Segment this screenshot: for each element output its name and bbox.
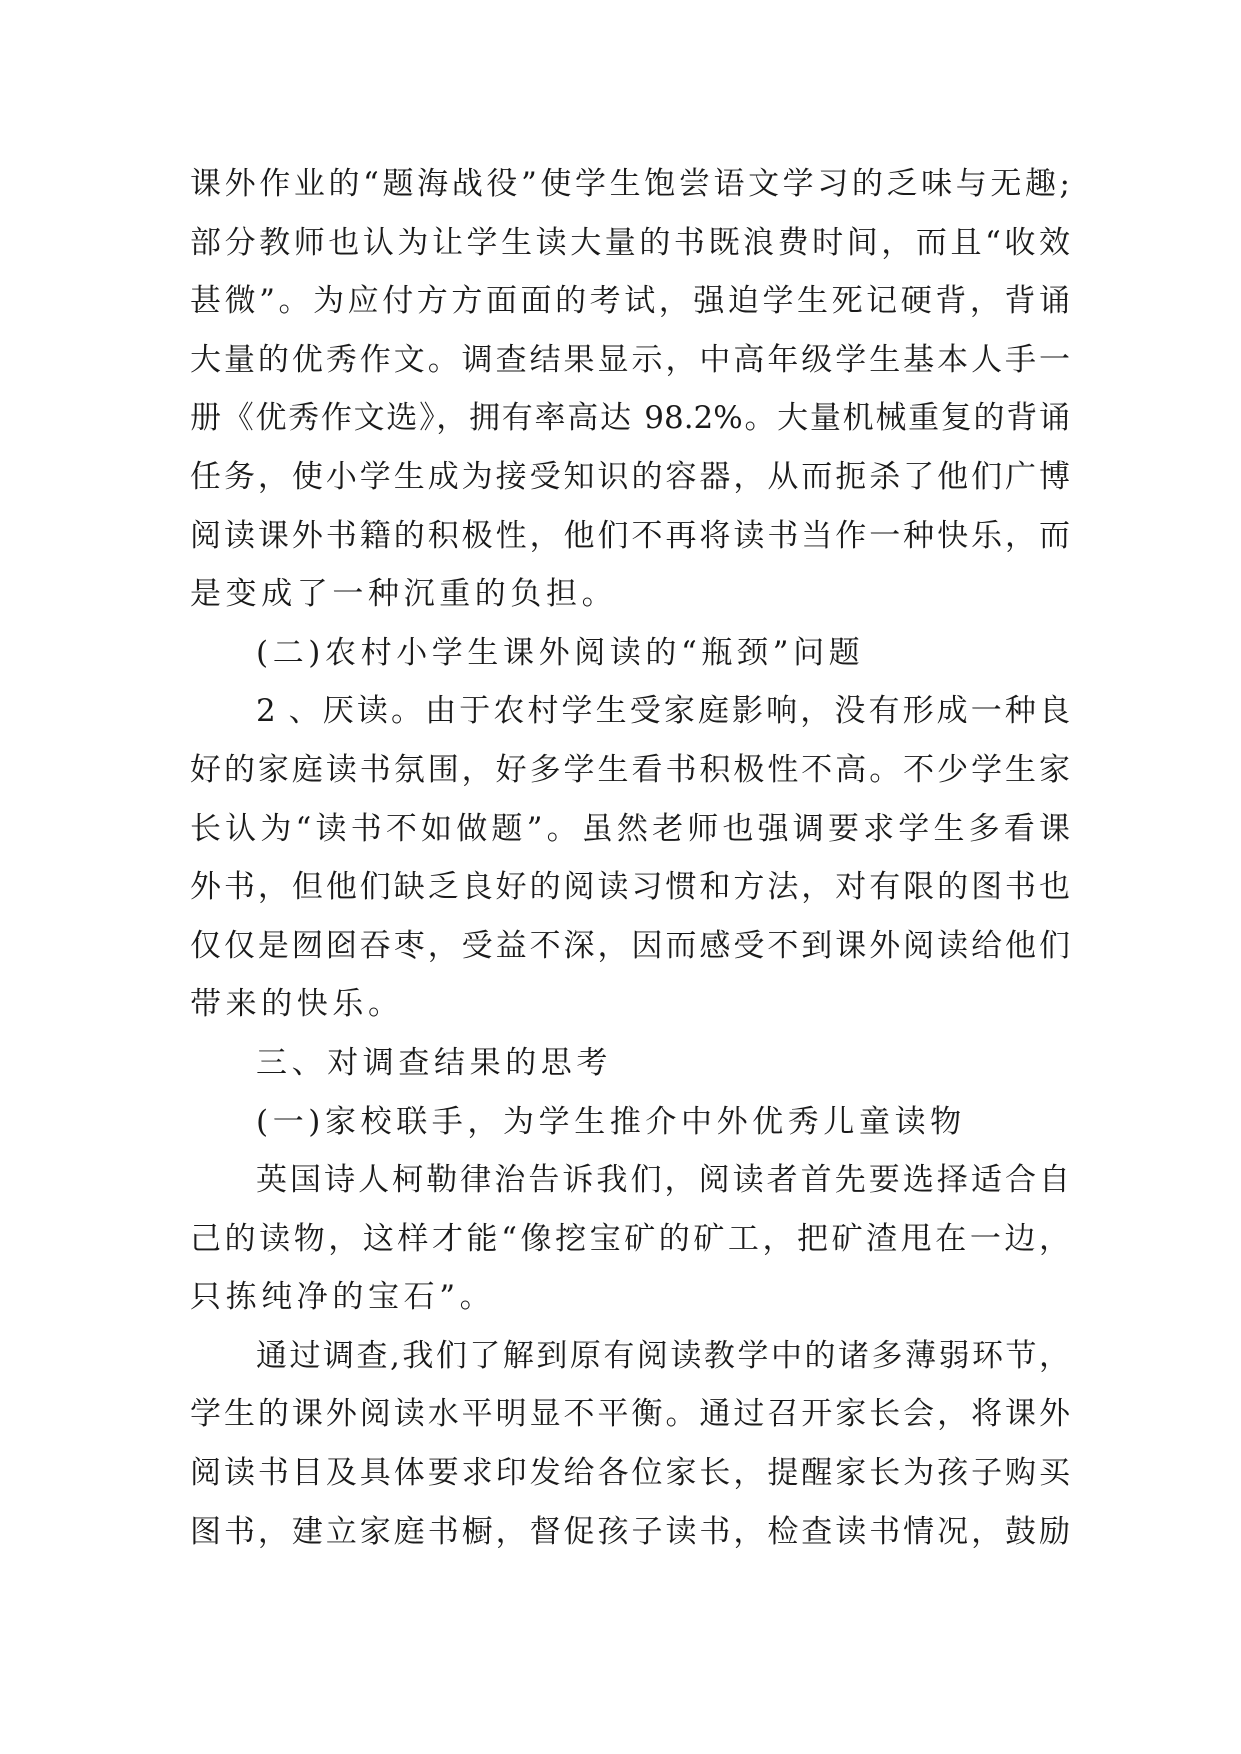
section-heading: (一)家校联手，为学生推介中外优秀儿童读物 bbox=[256, 1103, 966, 1140]
text-line: 是变成了一种沉重的负担。 bbox=[190, 576, 618, 613]
text-line: 2 、厌读。由于农村学生受家庭影响，没有形成一种良 bbox=[256, 693, 1070, 730]
text-line: 长认为“读书不如做题”。虽然老师也强调要求学生多看课 bbox=[190, 810, 1070, 847]
text-line: 阅读书目及具体要求印发给各位家长，提醒家长为孩子购买 bbox=[190, 1455, 1070, 1492]
section-heading: (二)农村小学生课外阅读的“瓶颈”问题 bbox=[256, 634, 865, 671]
text-line: 大量的优秀作文。调查结果显示，中高年级学生基本人手一 bbox=[190, 341, 1070, 378]
text-line: 学生的课外阅读水平明显不平衡。通过召开家长会，将课外 bbox=[190, 1396, 1070, 1433]
text-line: 甚微”。为应付方方面面的考试，强迫学生死记硬背，背诵 bbox=[190, 283, 1070, 320]
text-line: 只拣纯净的宝石”。 bbox=[190, 1279, 496, 1316]
text-line: 带来的快乐。 bbox=[190, 986, 404, 1023]
text-line: 部分教师也认为让学生读大量的书既浪费时间，而且“收效 bbox=[190, 224, 1070, 261]
body-text bbox=[190, 155, 1070, 1561]
text-line: 好的家庭读书氛围，好多学生看书积极性不高。不少学生家 bbox=[190, 751, 1070, 788]
text-line: 英国诗人柯勒律治告诉我们，阅读者首先要选择适合自 bbox=[256, 1162, 1070, 1199]
text-line: 任务，使小学生成为接受知识的容器，从而扼杀了他们广博 bbox=[190, 458, 1070, 495]
text-line: 图书，建立家庭书橱，督促孩子读书，检查读书情况，鼓励 bbox=[190, 1513, 1070, 1550]
text-line: 外书，但他们缺乏良好的阅读习惯和方法，对有限的图书也 bbox=[190, 869, 1070, 906]
text-line: 己的读物，这样才能“像挖宝矿的矿工，把矿渣甩在一边， bbox=[190, 1220, 1070, 1257]
text-line: 仅仅是囫囵吞枣，受益不深，因而感受不到课外阅读给他们 bbox=[190, 927, 1070, 964]
text-line: 册《优秀作文选》，拥有率高达 98.2%。大量机械重复的背诵 bbox=[190, 400, 1070, 437]
section-heading: 三、对调查结果的思考 bbox=[256, 1044, 612, 1081]
text-line: 通过调查,我们了解到原有阅读教学中的诸多薄弱环节， bbox=[256, 1337, 1070, 1374]
text-line: 课外作业的“题海战役”使学生饱尝语文学习的乏味与无趣; bbox=[190, 166, 1070, 202]
text-line: 阅读课外书籍的积极性，他们不再将读书当作一种快乐，而 bbox=[190, 517, 1070, 554]
